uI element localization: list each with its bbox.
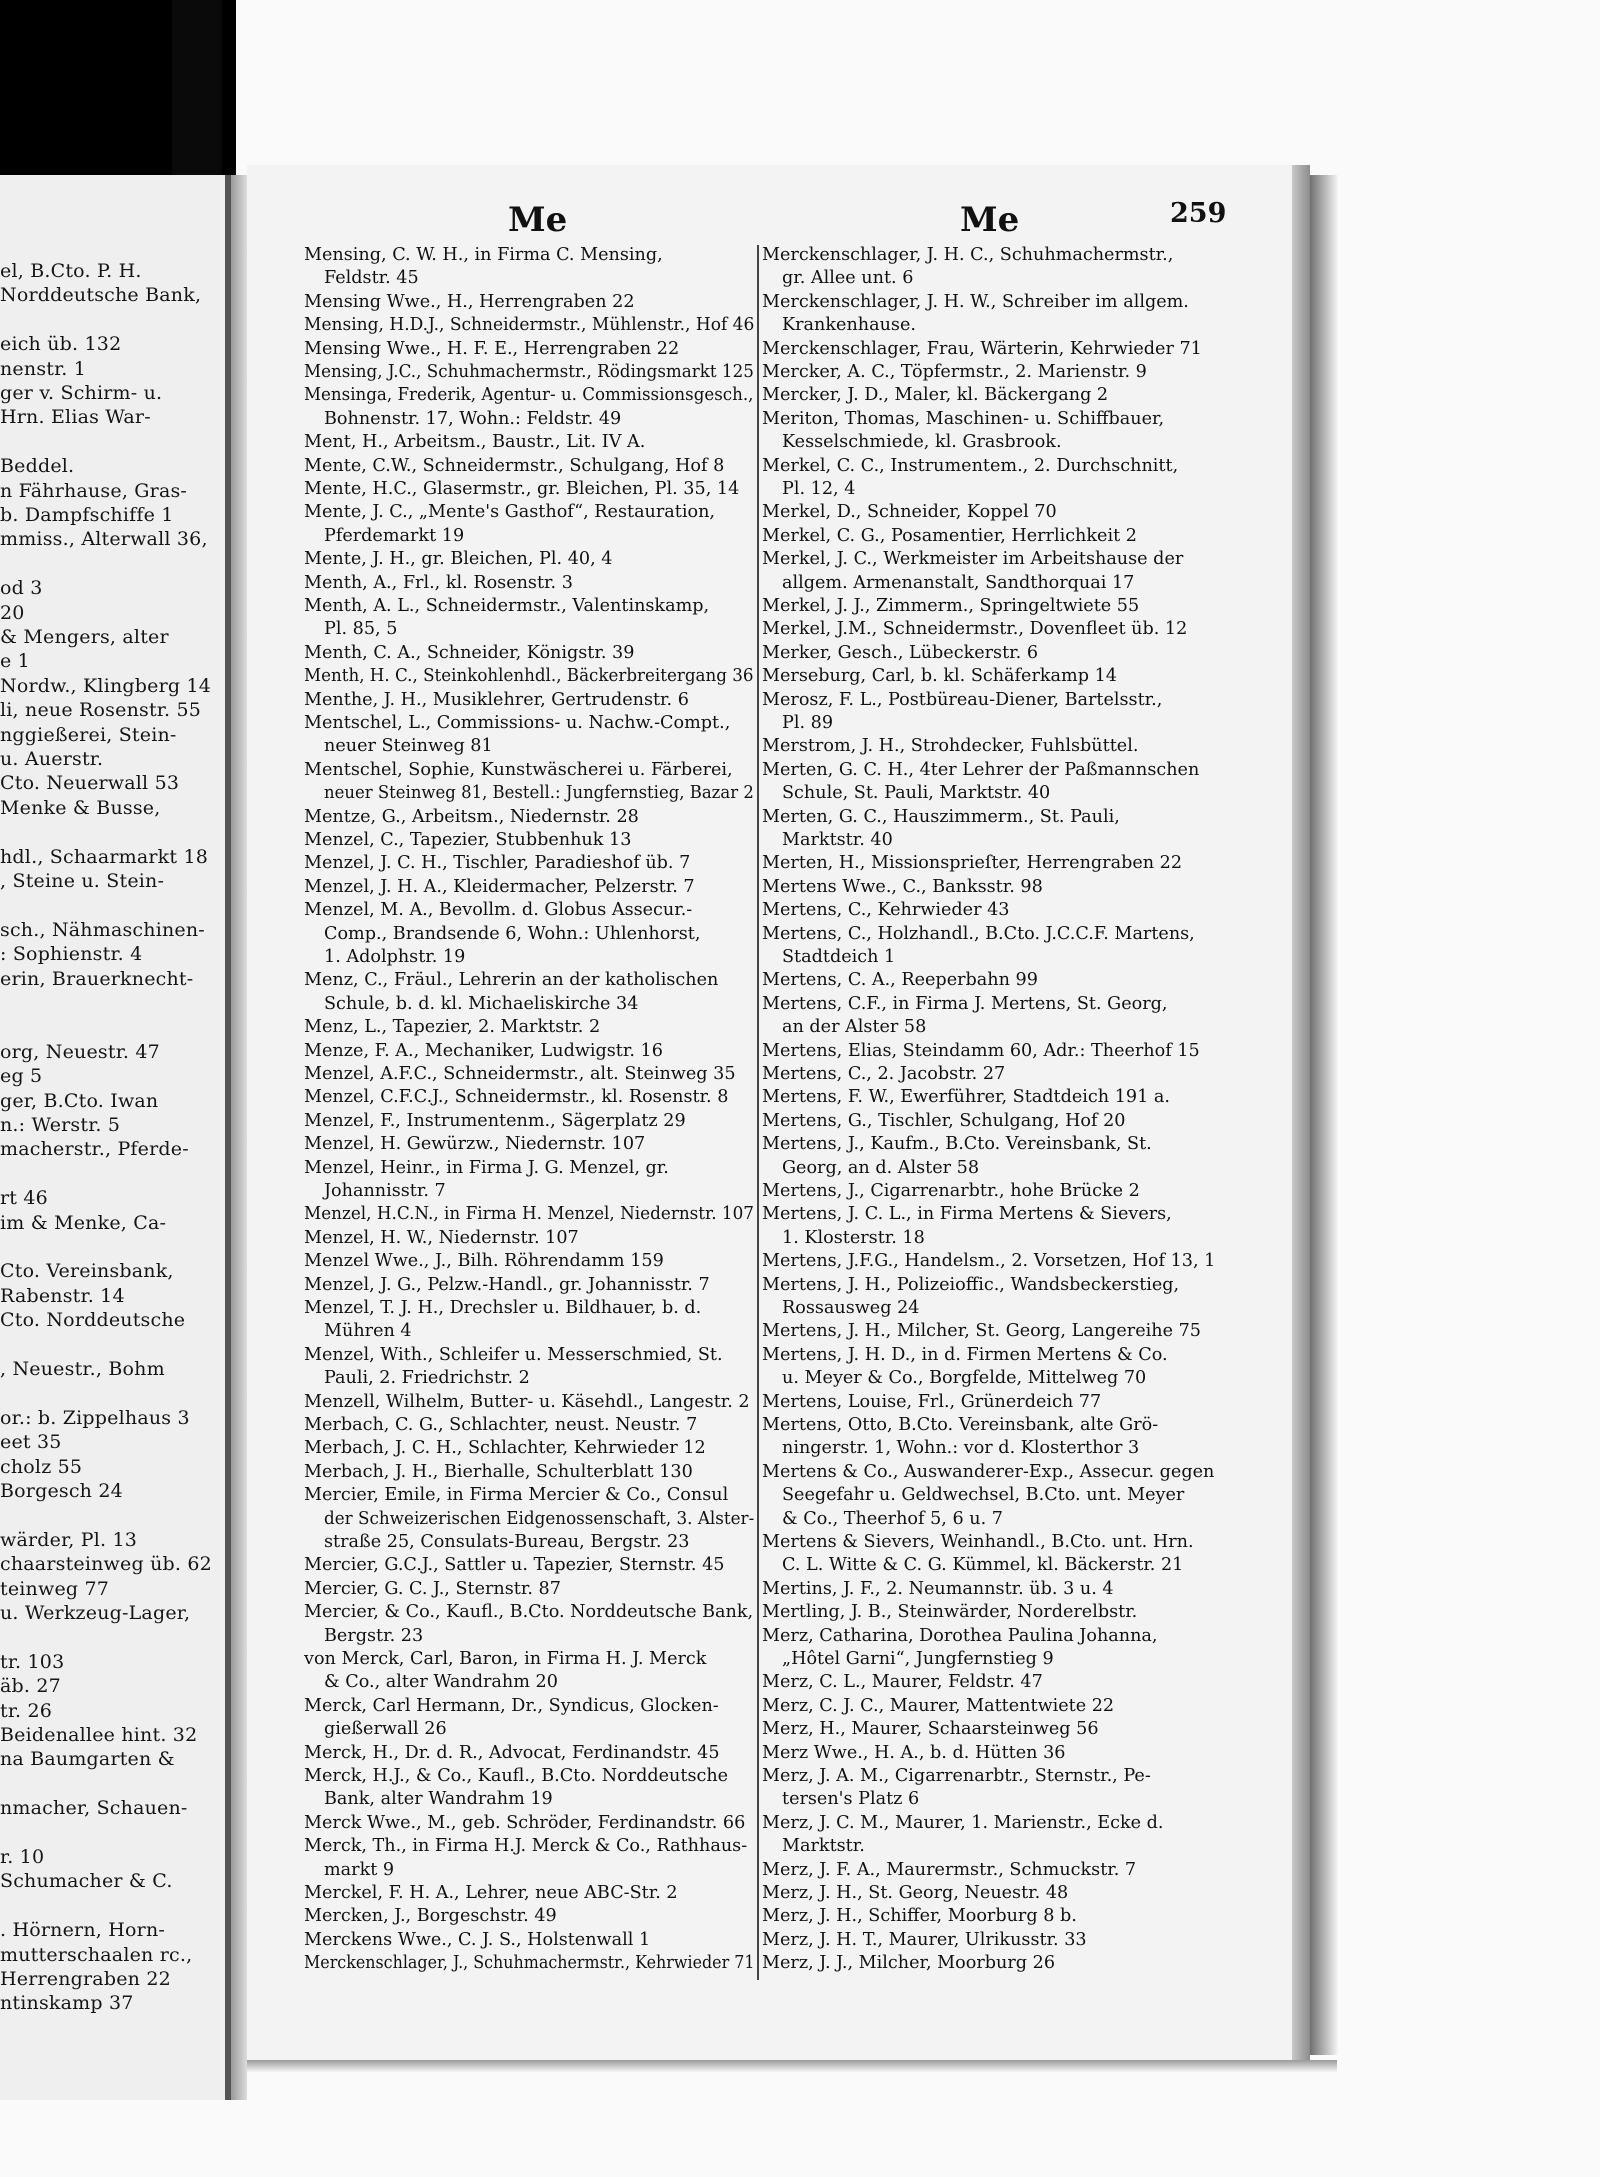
directory-entry: Merkel, C. G., Posamentier, Herrlichkeit 2	[762, 525, 1137, 546]
directory-entry-continuation: Marktstr. 40	[782, 830, 893, 850]
fragment-line: nmacher, Schauen-	[0, 1797, 188, 1820]
directory-entry: Mensing Wwe., H., Herrengraben 22	[304, 291, 635, 312]
directory-entry: Mertens, C.F., in Firma J. Mertens, St. Georg,	[762, 993, 1168, 1014]
directory-entry-continuation: neuer Steinweg 81	[324, 736, 493, 757]
fragment-line: sch., Nähmaschinen-	[0, 918, 205, 941]
directory-entry: Mente, J. C., „Mente's Gasthof“, Restauration,	[304, 502, 715, 523]
fragment-line: n.: Werstr. 5	[0, 1114, 121, 1136]
directory-entry: Merz, Catharina, Dorothea Paulina Johanna,	[762, 1625, 1158, 1646]
directory-entry: Menze, F. A., Mechaniker, Ludwigstr. 16	[304, 1040, 663, 1061]
directory-entry: Mercier, G.C.J., Sattler u. Tapezier, Sternstr. 45	[304, 1555, 725, 1576]
directory-entry: Merz, C. L., Maurer, Feldstr. 47	[762, 1672, 1043, 1693]
column-divider	[757, 245, 759, 1980]
directory-entry-continuation: „Hôtel Garni“, Jungfernstieg 9	[782, 1649, 1054, 1669]
directory-entry: Mercier, & Co., Kaufl., B.Cto. Norddeutsche Bank,	[304, 1602, 754, 1623]
directory-entry: Mentschel, Sophie, Kunstwäscherei u. Färberei,	[304, 759, 733, 780]
fragment-line: , Steine u. Stein-	[0, 870, 165, 892]
page-header-left: Me	[508, 200, 568, 240]
directory-entry: Merbach, J. H., Bierhalle, Schulterblatt 130	[304, 1461, 693, 1482]
directory-entry-continuation: Krankenhause.	[782, 315, 916, 336]
directory-entry-continuation: & Co., alter Wandrahm 20	[324, 1672, 558, 1693]
fragment-line: org, Neuestr. 47	[0, 1040, 160, 1063]
directory-entry: Merckenschlager, J., Schuhmachermstr., Kehrwieder 71	[304, 1953, 755, 1974]
previous-page-fragment	[0, 175, 231, 2100]
directory-entry: Merz, H., Maurer, Schaarsteinweg 56	[762, 1719, 1099, 1740]
directory-entry: Mertens, J. H. D., in d. Firmen Mertens & Co.	[762, 1344, 1168, 1365]
directory-entry: Mensing Wwe., H. F. E., Herrengraben 22	[304, 338, 680, 359]
directory-entry: Merten, H., Missionsprieſter, Herrengraben 22	[762, 853, 1183, 874]
directory-entry: Menz, L., Tapezier, 2. Marktstr. 2	[304, 1017, 601, 1038]
directory-entry: Mertens, C., 2. Jacobstr. 27	[762, 1064, 1006, 1084]
fragment-line: Herrengraben 22	[0, 1968, 171, 1990]
directory-entry: Menth, C. A., Schneider, Königstr. 39	[304, 642, 635, 663]
directory-entry: Menz, C., Fräul., Lehrerin an der katholischen	[304, 970, 719, 991]
directory-entry: Mente, H.C., Glasermstr., gr. Bleichen, Pl. 35, 14	[304, 479, 740, 499]
fragment-line: e 1	[0, 650, 30, 673]
directory-entry-continuation: 1. Adolphstr. 19	[324, 947, 466, 967]
fragment-line: r. 10	[0, 1846, 45, 1868]
directory-entry-continuation: Schule, b. d. kl. Michaeliskirche 34	[324, 993, 639, 1014]
directory-entry: Mensing, C. W. H., in Firma C. Mensing,	[304, 245, 663, 265]
directory-entry: Merkel, C. C., Instrumentem., 2. Durchschnitt,	[762, 455, 1179, 476]
directory-entry: Mercier, Emile, in Firma Mercier & Co., Consul	[304, 1485, 729, 1506]
directory-entry-continuation: C. L. Witte & C. G. Kümmel, kl. Bäckerstr. 21	[782, 1555, 1184, 1576]
directory-entry: Mertens, J. C. L., in Firma Mertens & Sievers,	[762, 1204, 1172, 1225]
fragment-line: wärder, Pl. 13	[0, 1528, 138, 1551]
directory-entry: Mertling, J. B., Steinwärder, Norderelbstr.	[762, 1602, 1138, 1623]
directory-column-right	[762, 244, 1232, 1984]
directory-entry: Mertens, J.F.G., Handelsm., 2. Vorsetzen, Hof 13, 1	[762, 1251, 1216, 1272]
fragment-line: äb. 27	[0, 1675, 61, 1698]
fragment-line: Cto. Neuerwall 53	[0, 772, 180, 795]
directory-entry: Merckenschlager, Frau, Wärterin, Kehrwieder 71	[762, 338, 1202, 359]
directory-entry: Merckenschlager, J. H. C., Schuhmachermstr.,	[762, 245, 1174, 265]
fragment-line: ger v. Schirm- u.	[0, 382, 163, 404]
directory-entry: Mertens, F. W., Ewerführer, Stadtdeich 191 a.	[762, 1087, 1170, 1108]
directory-entry: Merbach, C. G., Schlachter, neust. Neustr. 7	[304, 1415, 698, 1435]
book-spine-shadow	[172, 0, 222, 175]
directory-entry: Merz, J. H. T., Maurer, Ulrikusstr. 33	[762, 1929, 1087, 1950]
directory-entry-continuation: u. Meyer & Co., Borgfelde, Mittelweg 70	[782, 1368, 1147, 1389]
fragment-line: u. Werkzeug-Lager,	[0, 1602, 191, 1624]
fragment-line: na Baumgarten &	[0, 1748, 175, 1771]
fragment-line: Schumacher & C.	[0, 1870, 173, 1893]
fragment-line: macherstr., Pferde-	[0, 1138, 189, 1161]
directory-entry: Mentze, G., Arbeitsm., Niedernstr. 28	[304, 806, 639, 827]
directory-entry: Menthe, J. H., Musiklehrer, Gertrudenstr. 6	[304, 689, 689, 710]
directory-entry: Menzel, M. A., Bevollm. d. Globus Assecur.-	[304, 900, 693, 921]
fragment-line: erin, Brauerknecht-	[0, 967, 194, 990]
directory-entry-continuation: Comp., Brandsende 6, Wohn.: Uhlenhorst,	[324, 923, 701, 944]
directory-entry-continuation: Feldstr. 45	[324, 268, 419, 289]
fragment-line: Cto. Vereinsbank,	[0, 1260, 174, 1283]
directory-entry: Merz, J. H., Schiffer, Moorburg 8 b.	[762, 1906, 1077, 1927]
directory-entry: Merbach, J. C. H., Schlachter, Kehrwieder 12	[304, 1438, 706, 1459]
directory-entry-continuation: Pl. 12, 4	[782, 479, 856, 499]
directory-entry: Menzel, A.F.C., Schneidermstr., alt. Steinweg 35	[304, 1064, 736, 1084]
directory-entry: Merck, H., Dr. d. R., Advocat, Ferdinandstr. 45	[304, 1742, 720, 1763]
directory-entry: Mertens & Sievers, Weinhandl., B.Cto. unt. Hrn.	[762, 1532, 1194, 1552]
directory-entry: Merker, Gesch., Lübeckerstr. 6	[762, 642, 1039, 663]
fragment-line: nenstr. 1	[0, 357, 87, 380]
directory-entry-continuation: tersen's Platz 6	[782, 1789, 920, 1810]
directory-entry-continuation: gießerwall 26	[324, 1719, 447, 1740]
directory-entry: Mertens, J. H., Polizeioffic., Wandsbeckerstieg,	[762, 1274, 1180, 1295]
directory-entry: Mertens, G., Tischler, Schulgang, Hof 20	[762, 1110, 1126, 1131]
directory-entry-continuation: Georg, an d. Alster 58	[782, 1157, 980, 1178]
directory-entry: Menzel Wwe., J., Bilh. Röhrendamm 159	[304, 1251, 664, 1272]
directory-entry: Merck, Th., in Firma H.J. Merck & Co., Rathhaus-	[304, 1836, 748, 1857]
directory-entry: Menzell, Wilhelm, Butter- u. Käsehdl., Langestr. 2	[304, 1391, 750, 1412]
directory-entry: Mercker, A. C., Töpfermstr., 2. Marienstr. 9	[762, 362, 1147, 382]
directory-entry: Merstrom, J. H., Strohdecker, Fuhlsbüttel.	[762, 736, 1139, 757]
fragment-line: li, neue Rosenstr. 55	[0, 699, 202, 722]
directory-entry: Menzel, C., Tapezier, Stubbenhuk 13	[304, 830, 632, 850]
directory-entry: Mensinga, Frederik, Agentur- u. Commissionsgesch.,	[304, 385, 754, 406]
directory-entry: Mertens, J., Kaufm., B.Cto. Vereinsbank, St.	[762, 1134, 1152, 1155]
fragment-line: nggießerei, Stein-	[0, 723, 177, 746]
directory-entry: Menzel, J. G., Pelzw.-Handl., gr. Johannisstr. 7	[304, 1274, 710, 1295]
directory-entry: Merz, J. C. M., Maurer, 1. Marienstr., Ecke d.	[762, 1812, 1164, 1833]
book-gutter	[231, 175, 247, 2100]
fragment-line: eg 5	[0, 1065, 43, 1088]
directory-entry: Mertens, C., Holzhandl., B.Cto. J.C.C.F. Martens,	[762, 923, 1195, 944]
directory-entry: Menth, H. C., Steinkohlenhdl., Bäckerbreitergang 36	[304, 666, 754, 687]
directory-entry-continuation: & Co., Theerhof 5, 6 u. 7	[782, 1508, 1003, 1529]
directory-entry: Mente, J. H., gr. Bleichen, Pl. 40, 4	[304, 549, 613, 570]
directory-entry: Merck, H.J., & Co., Kaufl., B.Cto. Norddeutsche	[304, 1766, 729, 1786]
fragment-line: ntinskamp 37	[0, 1992, 134, 2015]
directory-entry: Merosz, F. L., Postbüreau-Diener, Bartelsstr.,	[762, 689, 1163, 710]
directory-entry: Mensing, J.C., Schuhmachermstr., Rödingsmarkt 125	[304, 362, 754, 382]
fragment-line: Borgesch 24	[0, 1480, 123, 1502]
fragment-line: Nordw., Klingberg 14	[0, 674, 212, 697]
directory-entry: Menzel, F., Instrumentenm., Sägerplatz 29	[304, 1110, 686, 1131]
fragment-line: eich üb. 132	[0, 333, 122, 356]
fragment-line: od 3	[0, 577, 43, 600]
directory-entry-continuation: Johannisstr. 7	[324, 1181, 446, 1201]
directory-entry: Mertens, J., Cigarrenarbtr., hohe Brücke 2	[762, 1181, 1140, 1201]
directory-entry: Mertens, Louise, Frl., Grünerdeich 77	[762, 1391, 1102, 1412]
directory-entry: Menzel, J. H. A., Kleidermacher, Pelzerstr. 7	[304, 876, 695, 897]
page-bottom-edge	[247, 2060, 1337, 2072]
directory-entry-continuation: Bank, alter Wandrahm 19	[324, 1789, 553, 1810]
directory-entry-continuation: markt 9	[324, 1859, 395, 1880]
directory-entry: Mertens, J. H., Milcher, St. Georg, Langereihe 75	[762, 1321, 1201, 1342]
directory-entry-continuation: allgem. Armenanstalt, Sandthorquai 17	[782, 572, 1135, 593]
page-header-right: Me	[960, 200, 1020, 240]
directory-entry: Mercier, G. C. J., Sternstr. 87	[304, 1578, 561, 1599]
directory-entry: Merck, Carl Hermann, Dr., Syndicus, Glocken-	[304, 1695, 719, 1716]
fragment-line: b. Dampfschiffe 1	[0, 504, 174, 526]
fragment-line: u. Auerstr.	[0, 748, 104, 770]
fragment-line: cholz 55	[0, 1455, 83, 1478]
directory-entry: Mertens & Co., Auswanderer-Exp., Assecur. gegen	[762, 1461, 1215, 1482]
directory-entry-continuation: Bergstr. 23	[324, 1625, 424, 1646]
directory-entry-continuation: ningerstr. 1, Wohn.: vor d. Klosterthor 3	[782, 1438, 1140, 1459]
directory-entry: Merckel, F. H. A., Lehrer, neue ABC-Str. 2	[304, 1883, 678, 1903]
fragment-line: Beidenallee hint. 32	[0, 1724, 198, 1746]
directory-entry: Menzel, J. C. H., Tischler, Paradieshof üb. 7	[304, 853, 691, 874]
directory-entry: Mertens Wwe., C., Banksstr. 98	[762, 876, 1043, 897]
directory-entry: Menzel, H.C.N., in Firma H. Menzel, Niedernstr. 107	[304, 1204, 754, 1225]
fragment-line: , Neuestr., Bohm	[0, 1358, 165, 1380]
directory-entry-continuation: Rossausweg 24	[782, 1298, 920, 1318]
fragment-line: 20	[0, 601, 25, 624]
directory-entry: Merz, J. J., Milcher, Moorburg 26	[762, 1953, 1056, 1974]
directory-entry: Mentschel, L., Commissions- u. Nachw.-Compt.,	[304, 713, 731, 733]
directory-entry-continuation: Seegefahr u. Geldwechsel, B.Cto. unt. Meyer	[782, 1485, 1185, 1506]
directory-entry: Mercken, J., Borgeschstr. 49	[304, 1906, 557, 1927]
directory-entry: Menth, A., Frl., kl. Rosenstr. 3	[304, 572, 573, 593]
directory-entry: Ment, H., Arbeitsm., Baustr., Lit. IV A.	[304, 432, 646, 453]
directory-entry: Merckenschlager, J. H. W., Schreiber im allgem.	[762, 291, 1189, 312]
directory-entry-continuation: Mühren 4	[324, 1321, 412, 1342]
directory-entry: Merz, C. J. C., Maurer, Mattentwiete 22	[762, 1695, 1115, 1716]
fragment-line: . Hörnern, Horn-	[0, 1919, 165, 1942]
fragment-line: rt 46	[0, 1187, 48, 1210]
directory-entry: Menzel, H. Gewürzw., Niedernstr. 107	[304, 1134, 646, 1155]
directory-entry-continuation: gr. Allee unt. 6	[782, 268, 914, 289]
fragment-line: hdl., Schaarmarkt 18	[0, 845, 209, 868]
directory-entry: Merten, G. C., Hauszimmerm., St. Pauli,	[762, 806, 1120, 827]
directory-entry: Menzel, T. J. H., Drechsler u. Bildhauer, b. d.	[304, 1298, 702, 1318]
directory-entry: Mertens, Otto, B.Cto. Vereinsbank, alte Grö-	[762, 1415, 1159, 1435]
directory-entry: Mensing, H.D.J., Schneidermstr., Mühlenstr., Hof 46	[304, 315, 755, 336]
directory-entry: Menzel, C.F.C.J., Schneidermstr., kl. Rosenstr. 8	[304, 1087, 729, 1108]
directory-entry: Mertens, C., Kehrwieder 43	[762, 900, 1010, 921]
directory-entry: Merkel, J.M., Schneidermstr., Dovenfleet üb. 12	[762, 619, 1188, 640]
directory-entry-continuation: Bohnenstr. 17, Wohn.: Feldstr. 49	[324, 408, 622, 429]
directory-entry: Meriton, Thomas, Maschinen- u. Schiffbauer,	[762, 408, 1165, 429]
directory-entry: von Merck, Carl, Baron, in Firma H. J. Merck	[304, 1649, 707, 1669]
directory-entry: Merz Wwe., H. A., b. d. Hütten 36	[762, 1742, 1066, 1763]
directory-entry-continuation: Stadtdeich 1	[782, 947, 896, 967]
fragment-line: teinweg 77	[0, 1577, 110, 1600]
directory-entry-continuation: Pl. 89	[782, 713, 834, 733]
directory-entry: Menth, A. L., Schneidermstr., Valentinskamp,	[304, 596, 710, 616]
directory-entry-continuation: Marktstr.	[782, 1836, 865, 1857]
fragment-line: Norddeutsche Bank,	[0, 284, 202, 307]
directory-entry-continuation: Pl. 85, 5	[324, 619, 398, 640]
fragment-line: & Mengers, alter	[0, 626, 169, 648]
page-number: 259	[1170, 198, 1227, 229]
directory-entry-continuation: Schule, St. Pauli, Marktstr. 40	[782, 783, 1051, 804]
directory-entry: Merkel, D., Schneider, Koppel 70	[762, 502, 1057, 523]
fragment-line: n Fährhause, Gras-	[0, 479, 188, 502]
directory-entry: Mertins, J. F., 2. Neumannstr. üb. 3 u. 4	[762, 1578, 1114, 1599]
directory-entry: Menzel, With., Schleifer u. Messerschmied, St.	[304, 1344, 723, 1365]
fragment-line: mmiss., Alterwall 36,	[0, 528, 208, 551]
directory-entry-continuation: an der Alster 58	[782, 1017, 927, 1038]
directory-entry: Merten, G. C. H., 4ter Lehrer der Paßmannschen	[762, 759, 1200, 780]
directory-entry: Merz, J. A. M., Cigarrenarbtr., Sternstr., Pe-	[762, 1766, 1151, 1786]
directory-entry: Mercker, J. D., Maler, kl. Bäckergang 2	[762, 385, 1109, 406]
directory-entry-continuation: 1. Klosterstr. 18	[782, 1227, 925, 1248]
directory-entry-continuation: Kesselschmiede, kl. Grasbrook.	[782, 432, 1062, 453]
directory-entry: Merck Wwe., M., geb. Schröder, Ferdinandstr. 66	[304, 1812, 746, 1833]
directory-column-left	[304, 244, 756, 1984]
fragment-line: tr. 103	[0, 1650, 65, 1673]
fragment-line: ger, B.Cto. Iwan	[0, 1089, 159, 1112]
directory-entry-continuation: Pauli, 2. Friedrichstr. 2	[324, 1368, 530, 1389]
directory-entry: Merkel, J. C., Werkmeister im Arbeitshause der	[762, 549, 1184, 570]
directory-entry: Mertens, Elias, Steindamm 60, Adr.: Theerhof 15	[762, 1040, 1200, 1061]
directory-entry: Merseburg, Carl, b. kl. Schäferkamp 14	[762, 666, 1117, 687]
fragment-line: el, B.Cto. P. H.	[0, 260, 142, 282]
directory-entry: Merz, J. F. A., Maurermstr., Schmuckstr. 7	[762, 1859, 1137, 1880]
directory-entry: Menzel, Heinr., in Firma J. G. Menzel, gr.	[304, 1157, 669, 1178]
fragment-line: : Sophienstr. 4	[0, 943, 143, 966]
directory-entry-continuation: neuer Steinweg 81, Bestell.: Jungfernstieg, Bazar 2	[324, 783, 754, 804]
fragment-line: Rabenstr. 14	[0, 1284, 125, 1307]
fragment-line: Hrn. Elias War-	[0, 406, 151, 429]
directory-entry: Merz, J. H., St. Georg, Neuestr. 48	[762, 1883, 1069, 1903]
fragment-line: Menke & Busse,	[0, 796, 161, 819]
directory-entry: Merkel, J. J., Zimmerm., Springeltwiete 55	[762, 596, 1140, 616]
directory-entry: Menzel, H. W., Niedernstr. 107	[304, 1227, 579, 1248]
fragment-line: mutterschaalen rc.,	[0, 1943, 193, 1966]
fragment-line: chaarsteinweg üb. 62	[0, 1553, 212, 1576]
directory-entry-continuation: straße 25, Consulats-Bureau, Bergstr. 23	[324, 1532, 690, 1552]
directory-entry-continuation: der Schweizerischen Eidgenossenschaft, 3. Alster-	[324, 1508, 755, 1529]
fragment-line: Beddel.	[0, 455, 75, 478]
fragment-line: im & Menke, Ca-	[0, 1211, 167, 1234]
directory-entry: Merckens Wwe., C. J. S., Holstenwall 1	[304, 1929, 651, 1950]
page-shadow	[1310, 175, 1338, 2055]
page-edge	[1292, 165, 1310, 2060]
directory-entry: Mente, C.W., Schneidermstr., Schulgang, Hof 8	[304, 455, 725, 476]
fragment-line: or.: b. Zippelhaus 3	[0, 1406, 190, 1429]
fragment-line: tr. 26	[0, 1699, 53, 1722]
directory-entry: Mertens, C. A., Reeperbahn 99	[762, 970, 1038, 991]
fragment-line: Cto. Norddeutsche	[0, 1309, 186, 1332]
fragment-line: eet 35	[0, 1431, 62, 1454]
directory-entry-continuation: Pferdemarkt 19	[324, 525, 465, 546]
